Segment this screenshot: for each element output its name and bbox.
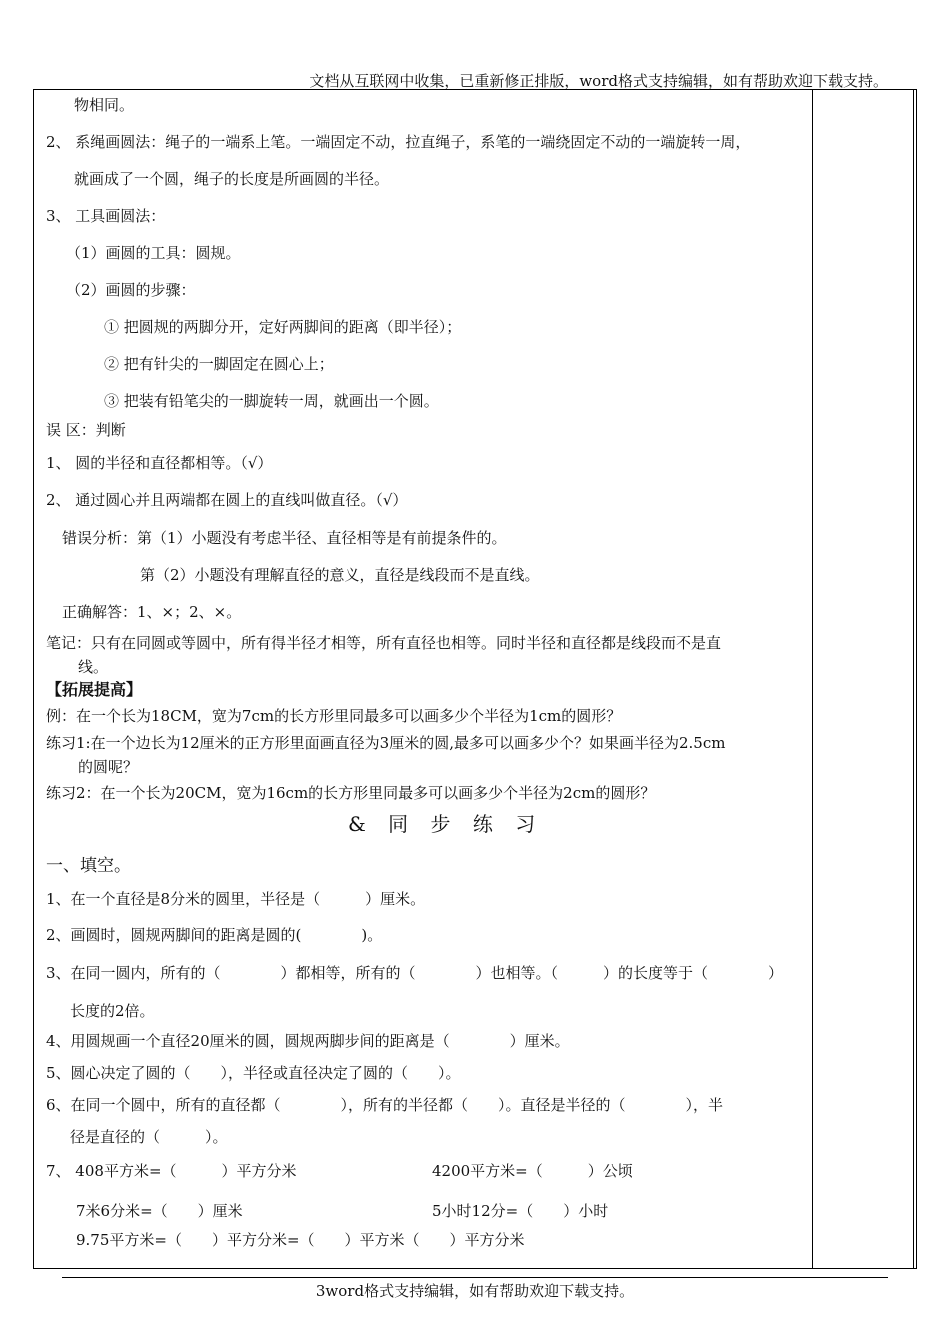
text-line: （2）画圆的步骤： bbox=[66, 281, 196, 299]
text-line: 2、画圆时，圆规两脚间的距离是圆的( )。 bbox=[46, 926, 383, 944]
text-line: 长度的2倍。 bbox=[70, 1002, 155, 1020]
text-line: 5小时12分=（ ）小时 bbox=[432, 1202, 609, 1220]
text-line: 4200平方米=（ ）公顷 bbox=[432, 1162, 633, 1180]
text-line: 笔记：只有在同圆或等圆中，所有得半径才相等，所有直径也相等。同时半径和直径都是线段而不是直 bbox=[46, 634, 722, 652]
text-line: 1、在一个直径是8分米的圆里，半径是（ ）厘米。 bbox=[46, 890, 426, 908]
text-line: 正确解答：1、×；2、×。 bbox=[62, 603, 242, 621]
text-line: 6、在同一个圆中，所有的直径都（ ），所有的半径都（ ）。直径是半径的（ ），半 bbox=[46, 1096, 724, 1114]
text-line: 2、 通过圆心并且两端都在圆上的直线叫做直径。（√） bbox=[46, 491, 408, 509]
column-divider bbox=[812, 90, 813, 1268]
text-line: 线。 bbox=[78, 658, 109, 676]
text-line: 7米6分米=（ ）厘米 bbox=[76, 1202, 243, 1220]
page-footer: 3word格式支持编辑，如有帮助欢迎下载支持。 bbox=[315, 1282, 635, 1300]
text-line: 9.75平方米=（ ）平方分米=（ ）平方米（ ）平方分米 bbox=[76, 1231, 525, 1249]
footer-rule bbox=[62, 1277, 888, 1278]
text-line: 例：在一个长为18CM，宽为7cm的长方形里同最多可以画多少个半径为1cm的圆形？ bbox=[46, 707, 622, 725]
text-line: 7、 408平方米=（ ）平方分米 bbox=[46, 1162, 297, 1180]
text-line: 练习1:在一个边长为12厘米的正方形里面画直径为3厘米的圆,最多可以画多少个？如果画半径为2.5cm bbox=[46, 734, 726, 752]
text-line: 误 区：判断 bbox=[46, 421, 126, 439]
text-line: 错误分析：第（1）小题没有考虑半径、直径相等是有前提条件的。 bbox=[62, 529, 507, 547]
text-line: 的圆呢？ bbox=[78, 758, 139, 776]
text-line: 5、圆心决定了圆的（ ），半径或直径决定了圆的（ ）。 bbox=[46, 1064, 461, 1082]
right-border-line bbox=[913, 90, 914, 1268]
text-line: 一、填空。 bbox=[46, 856, 131, 876]
text-line: 2、 系绳画圆法：绳子的一端系上笔。一端固定不动，拉直绳子，系笔的一端绕固定不动的一端旋转一周， bbox=[46, 133, 751, 151]
text-line: 物相同。 bbox=[74, 96, 135, 114]
text-line: ① 把圆规的两脚分开，定好两脚间的距离（即半径）； bbox=[104, 318, 462, 336]
section-title: & 同 步 练 习 bbox=[348, 812, 544, 836]
page-header: 文档从互联网中收集，已重新修正排版，word格式支持编辑，如有帮助欢迎下载支持。 bbox=[309, 72, 888, 90]
text-line: 【拓展提高】 bbox=[46, 680, 143, 699]
text-line: 练习2：在一个长为20CM，宽为16cm的长方形里同最多可以画多少个半径为2cm的圆形？ bbox=[46, 784, 656, 802]
text-line: 4、用圆规画一个直径20厘米的圆，圆规两脚步间的距离是（ ）厘米。 bbox=[46, 1032, 570, 1050]
text-line: ③ 把装有铅笔尖的一脚旋转一周，就画出一个圆。 bbox=[104, 392, 439, 410]
content-table-frame bbox=[33, 89, 917, 1269]
text-line: ② 把有针尖的一脚固定在圆心上； bbox=[104, 355, 334, 373]
text-line: 1、 圆的半径和直径都相等。（√） bbox=[46, 454, 273, 472]
text-line: 就画成了一个圆，绳子的长度是所画圆的半径。 bbox=[74, 170, 390, 188]
text-line: （1）画圆的工具：圆规。 bbox=[66, 244, 241, 262]
text-line: 3、 工具画圆法： bbox=[46, 207, 166, 225]
text-line: 第（2）小题没有理解直径的意义，直径是线段而不是直线。 bbox=[140, 566, 540, 584]
text-line: 3、在同一圆内，所有的（ ）都相等，所有的（ ）也相等。（ ）的长度等于（ ） bbox=[46, 964, 784, 982]
text-line: 径是直径的（ ）。 bbox=[70, 1128, 228, 1146]
